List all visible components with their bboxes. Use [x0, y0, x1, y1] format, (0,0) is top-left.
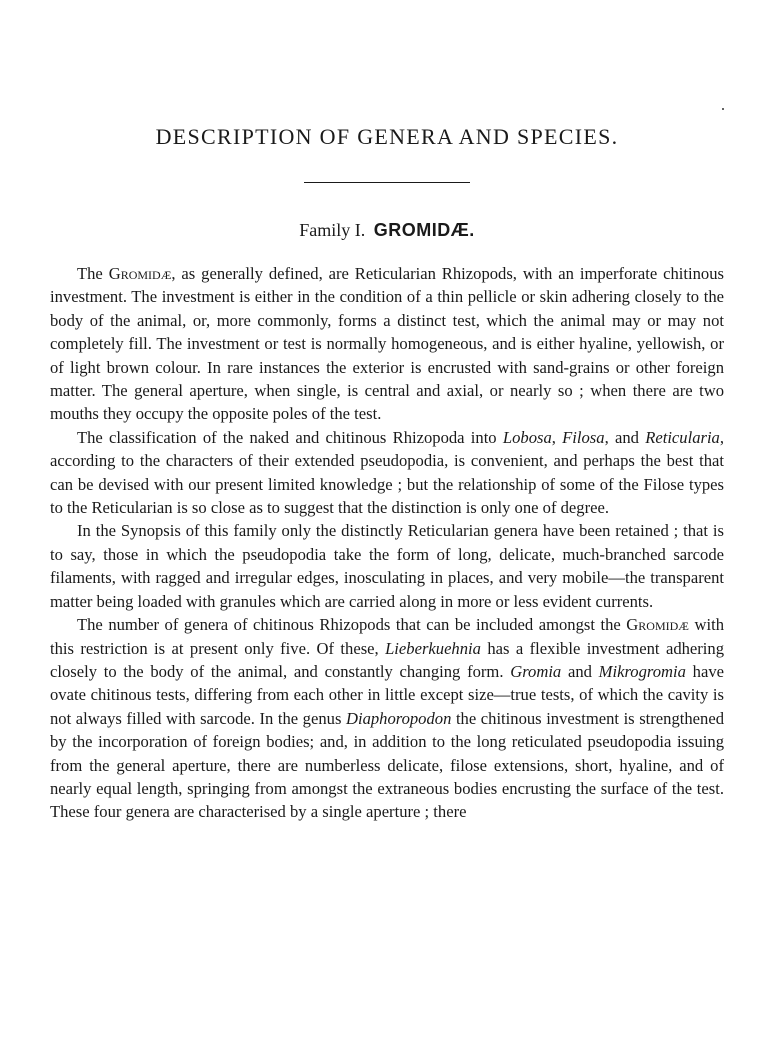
paragraph — [50, 262, 724, 426]
text-run: , as generally defined, are Reticularian Rhizopods, with an imperforate chitinous investment. The investment is either in the condition of a thin pellicle or skin adhering closely to the body of the animal, or, more commonly, forms a distinct test, which the animal may or may not completely fill. The investment or test is normally homogeneous, and is either hyaline, yellowish, or of light brown colour. In rare instances the exterior is encrusted with sand-grains or other foreign matter. The general aperture, when single, is central and axial, or nearly so ; when there are two mouths they occupy the opposite poles of the test. — [50, 264, 724, 424]
italic-term: Gromia — [510, 661, 562, 681]
text-run: has a flexible investment adhering closely to the body of the animal, and constantly changing form. — [50, 638, 725, 681]
text-run: In the Synopsis of this family only the distinctly Reticularian genera have been retained ; that is to say, those in which the pseudopodia take the form of long, delicate, much-branched sarcode filaments, with ragged and irregular edges, inosculating in places, and very mobile—the transparent matter being loaded with granules which are carried along in more or less evident currents. — [50, 521, 724, 611]
text-run: , according to the characters of their extended pseudopodia, is convenient, and perhaps the best that can be devised with our present limited knowledge ; but the relationship of some of the Filose types to the Reticularian is so close as to suggest that the distinction is only one of degree. — [50, 427, 725, 518]
italic-term: Lobosa — [502, 427, 552, 447]
family-name: GROMIDÆ. — [373, 220, 475, 240]
italic-term: Filosa — [562, 427, 605, 447]
text-run: and — [561, 661, 599, 681]
paragraph — [50, 426, 724, 520]
family-heading — [50, 220, 724, 241]
italic-term: Diaphoropodon — [345, 708, 452, 728]
print-speck — [722, 108, 724, 110]
text-run: with this restriction is at present only five. Of these, — [50, 615, 724, 658]
title-rule — [304, 182, 470, 183]
paragraph — [50, 613, 724, 824]
italic-term: Lieberkuehnia — [385, 638, 481, 658]
body-text — [50, 262, 724, 824]
page-title: DESCRIPTION OF GENERA AND SPECIES. — [155, 124, 619, 149]
italic-term: Reticularia — [645, 427, 720, 447]
text-run: , and — [604, 427, 646, 447]
smallcaps-term: Gromidæ — [626, 615, 689, 635]
italic-term: Mikrogromia — [598, 661, 686, 681]
text-run: The classification of the naked and chitinous Rhizopoda into — [77, 427, 503, 447]
text-run: The number of genera of chitinous Rhizopods that can be included amongst the — [77, 615, 627, 635]
paragraph — [50, 519, 724, 613]
text-run: have ovate chitinous tests, differing from each other in little except size—true tests, of which the cavity is not always filled with sarcode. In the genus — [50, 661, 724, 728]
text-run: the chitinous investment is strengthened by the incorporation of foreign bodies; and, in addition to the long reticulated pseudopodia issuing from the general aperture, there are numberless delicate, filose extensions, short, hyaline, and of nearly equal length, springing from amongst the extraneous bodies encrusting the surface of the test. These four genera are characterised by a single aperture ; there — [50, 708, 724, 822]
family-prefix: Family I. — [299, 220, 366, 240]
text-run: The — [77, 264, 109, 283]
book-page — [50, 0, 724, 1050]
text-run: , — [551, 427, 563, 447]
smallcaps-term: Gromidæ — [108, 264, 172, 283]
